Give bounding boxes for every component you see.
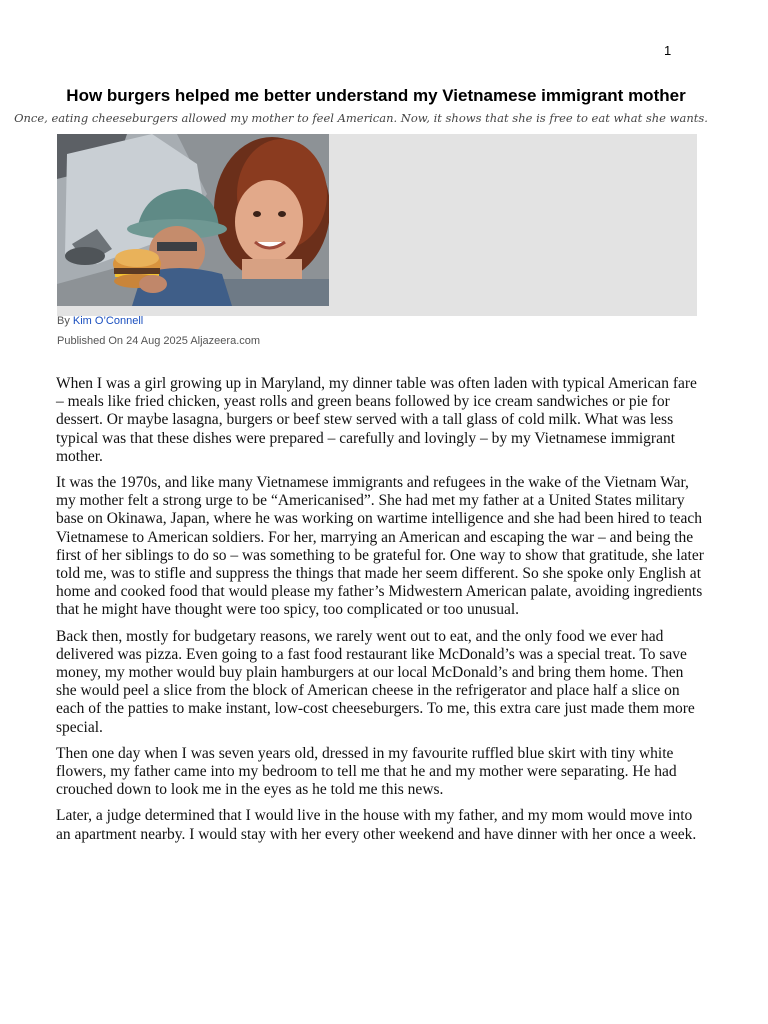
article-paragraph: Back then, mostly for budgetary reasons, we rarely went out to eat, and the only food we ever had delivered was pizza. Even going to a fast food restaurant like McDonald’s was a special treat. To save money, my mother would buy plain hamburgers at our local McDonald’s and bring them home. Then she would peel a slice from the block of American cheese in the refrigerator and place half a slice on each of the patties to make instant, low-cost cheeseburgers. To me, this extra care just made them more special. bbox=[56, 627, 695, 736]
article-headline: How burgers helped me better understand my Vietnamese immigrant mother bbox=[66, 86, 686, 105]
byline bbox=[57, 315, 143, 327]
hero-photo bbox=[57, 134, 329, 306]
hero-image-frame bbox=[57, 134, 697, 316]
article-body bbox=[56, 375, 706, 852]
article-paragraph: It was the 1970s, and like many Vietnamese immigrants and refugees in the wake of the Vietnam War, my mother felt a strong urge to be “Americanised”. She had met my father at a United States military base on Okinawa, Japan, where he was working on wartime intelligence and she had been hired to teach Vietnamese to American soldiers. For her, marrying an American and escaping the war – and being the first of her siblings to do so – was something to be grateful for. One way to show that gratitude, she later told me, was to stifle and suppress the things that made her seem different. So she spoke only English at home and cooked food that would please my father’s Midwestern American palate, avoiding ingredients that he might have thought were too spicy, too complicated or too unusual. bbox=[56, 474, 704, 619]
page-number: 1 bbox=[664, 43, 672, 58]
article-paragraph: Later, a judge determined that I would live in the house with my father, and my mom would move into an apartment nearby. I would stay with her every other weekend and have dinner with her once a week. bbox=[56, 807, 697, 843]
byline-prefix: By bbox=[57, 315, 73, 327]
published-date: Published On 24 Aug 2025 Aljazeera.com bbox=[57, 335, 261, 347]
article-paragraph: When I was a girl growing up in Maryland, my dinner table was often laden with typical American fare – meals like fried chicken, yeast rolls and green beans followed by ice cream sandwiches or pie for dessert. Or maybe lasagna, burgers or beef stew served with a tall glass of cold milk. What was less typical was that these dishes were prepared – carefully and lovingly – by my Vietnamese immigrant mother. bbox=[56, 375, 697, 465]
article-subheadline: Once, eating cheeseburgers allowed my mother to feel American. Now, it shows that she is free to eat what she wants. bbox=[14, 111, 708, 125]
author-link[interactable]: Kim O’Connell bbox=[72, 315, 144, 327]
article-paragraph: Then one day when I was seven years old, dressed in my favourite ruffled blue skirt with tiny white flowers, my father came into my bedroom to tell me that he and my mother were separating. He had crouched down to look me in the eyes as he told me this news. bbox=[56, 744, 677, 799]
